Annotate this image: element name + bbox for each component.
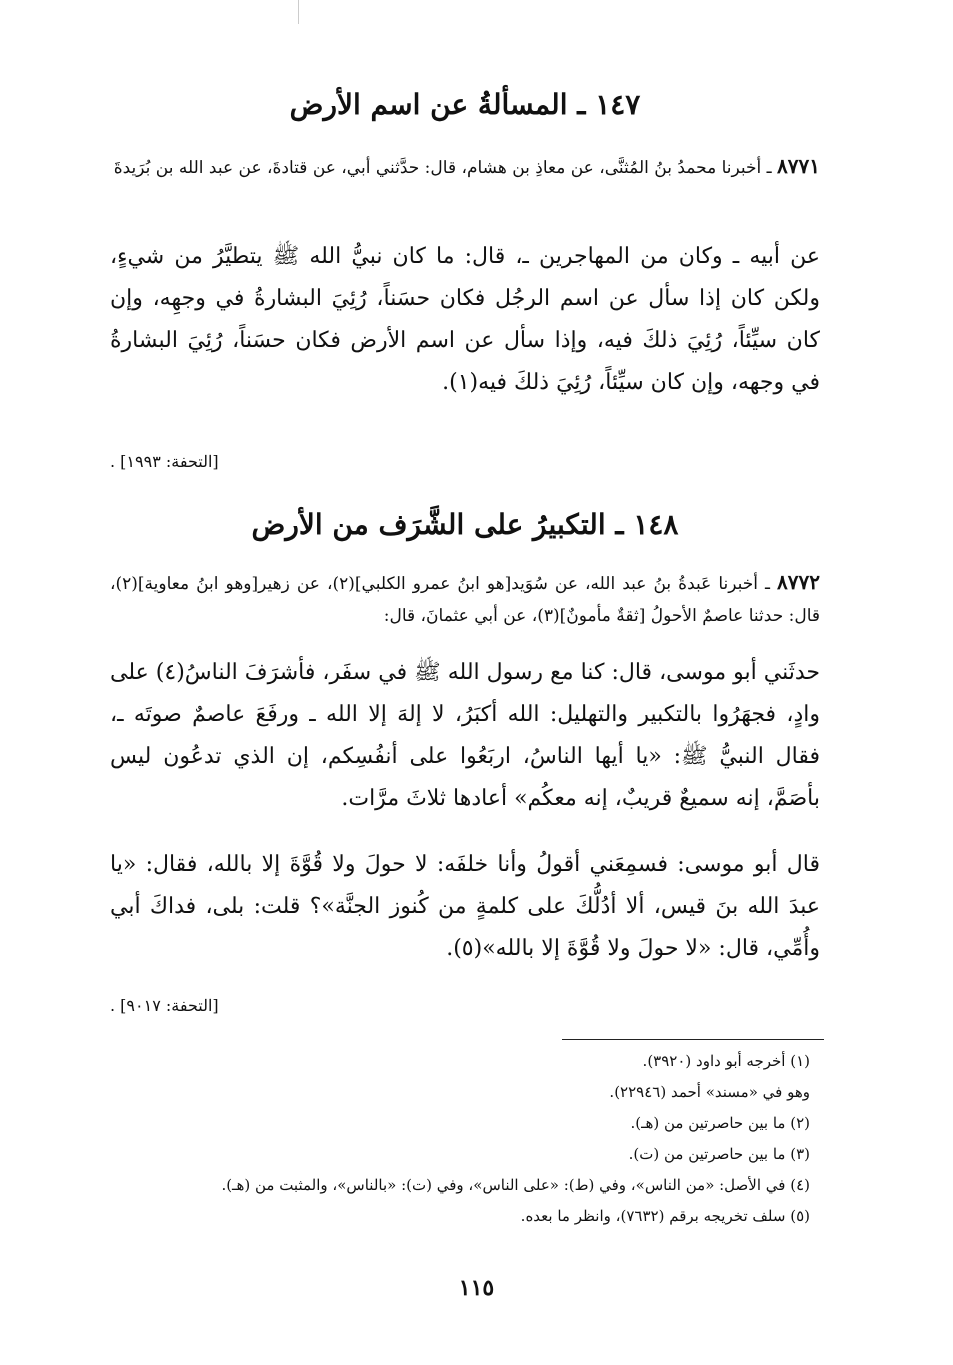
tuhfa-ref-148: [التحفة: ٩٠١٧] . bbox=[110, 996, 219, 1015]
hadith-8772-matn-2: قال أبو موسى: فسمِعَني أقولُ وأنا خلفَه: لا حولَ ولا قُوَّةَ إلا بالله، فقال: «يا عبدَ الله بنَ قيس، ألا أدُلُّكَ على كلمةٍ من كُنوز الجنَّة»؟ قلت: بلى، فداكَ أبي وأُمِّي، قال: «لا حولَ ولا قُوَّةَ إلا بالله»(٥). bbox=[110, 852, 820, 961]
footnotes bbox=[120, 1046, 810, 1232]
section-147-title: ١٤٧ ـ المسألةُ عن اسم الأرض bbox=[289, 88, 641, 121]
footnote-line: وهو في «مسند» أحمد (٢٢٩٤٦). bbox=[609, 1083, 810, 1101]
section-148-title: ١٤٨ ـ التكبيرُ على الشَّرَف من الأرض bbox=[251, 508, 679, 541]
hadith-8771-isnad-text: ـ أخبرنا محمدُ بنُ المُثنَّى، عن معاذِ بن هشام، قال: حدَّثني أبي، عن قتادةَ، عن عبد الله بن بُرَيدةَ bbox=[113, 158, 778, 178]
footnote-line: (٤) في الأصل: «من الناس»، وفي (ط): «على الناس»، وفي (ت): «بالناس»، والمثبت من (هـ). bbox=[221, 1176, 810, 1194]
hadith-8771-isnad bbox=[110, 150, 820, 184]
hadith-8771-matn: عن أبيه ـ وكان من المهاجرين ـ، قال: ما كان نبيُّ الله ﷺ يتطيَّرُ من شيءٍ، ولكن كان إذا سأل عن اسم الرجُل فكان حسَناً، رُئِيَ البشارةُ في وجهِه، وإن كان سيِّئاً، رُئِيَ ذلكَ فيه، وإذا سأل عن اسم الأرض فكان حسَناً، رُئِيَ البشارةُ في وجهه، وإن كان سيِّئاً، رُئِيَ ذلكَ فيه(١). bbox=[110, 244, 820, 395]
footnote-line: (٣) ما بين حاصرتين من (ت). bbox=[628, 1145, 810, 1163]
tuhfa-ref-147: [التحفة: ١٩٩٣] . bbox=[110, 452, 219, 471]
scan-mark bbox=[298, 0, 299, 24]
footnote-line: (٢) ما بين حاصرتين من (هـ). bbox=[630, 1114, 810, 1132]
hadith-8772-isnad-text: ـ أخبرنا عَبدةُ بنُ عبد الله، عن سُوَيد[هو ابنُ عمرو الكلبي](٢)، عن زهير[وهو ابنُ معاوية](٢)، قال: حدثنا عاصمٌ الأحولُ [ثقةٌ مأمونٌ](٣)، عن أبي عثمانَ، قال: bbox=[110, 574, 820, 626]
hadith-8772-number: ٨٧٧٢ bbox=[777, 570, 821, 594]
hadith-8772-matn-1: حدثَني أبو موسى، قال: كنا مع رسول الله ﷺ في سفَر، فأشرَفَ الناسُ(٤) على وادٍ، فجهَرُوا بالتكبير والتهليل: الله أكبَرُ، لا إلهَ إلا الله ـ ورفَعَ عاصمٌ صوتَه ـ، فقال النبيُّ ﷺ: «يا أيها الناسُ، اربَعُوا على أنفُسِكم، إن الذي تدعُون ليس بأصَمَّ، إنه سميعٌ قريبٌ، إنه معكُم» أعادها ثلاثَ مرَّات. bbox=[110, 660, 820, 811]
footnote-line: (٥) سلف تخريجه برقم (٧٦٣٢)، وانظر ما بعده. bbox=[520, 1207, 810, 1225]
footnote-separator bbox=[562, 1039, 824, 1040]
hadith-8772-isnad bbox=[110, 566, 820, 632]
page-number: ١١٥ bbox=[458, 1275, 495, 1301]
hadith-8771-number: ٨٧٧١ bbox=[777, 154, 820, 178]
footnote-line: (١) أخرجه أبو داود (٣٩٢٠). bbox=[642, 1052, 810, 1070]
